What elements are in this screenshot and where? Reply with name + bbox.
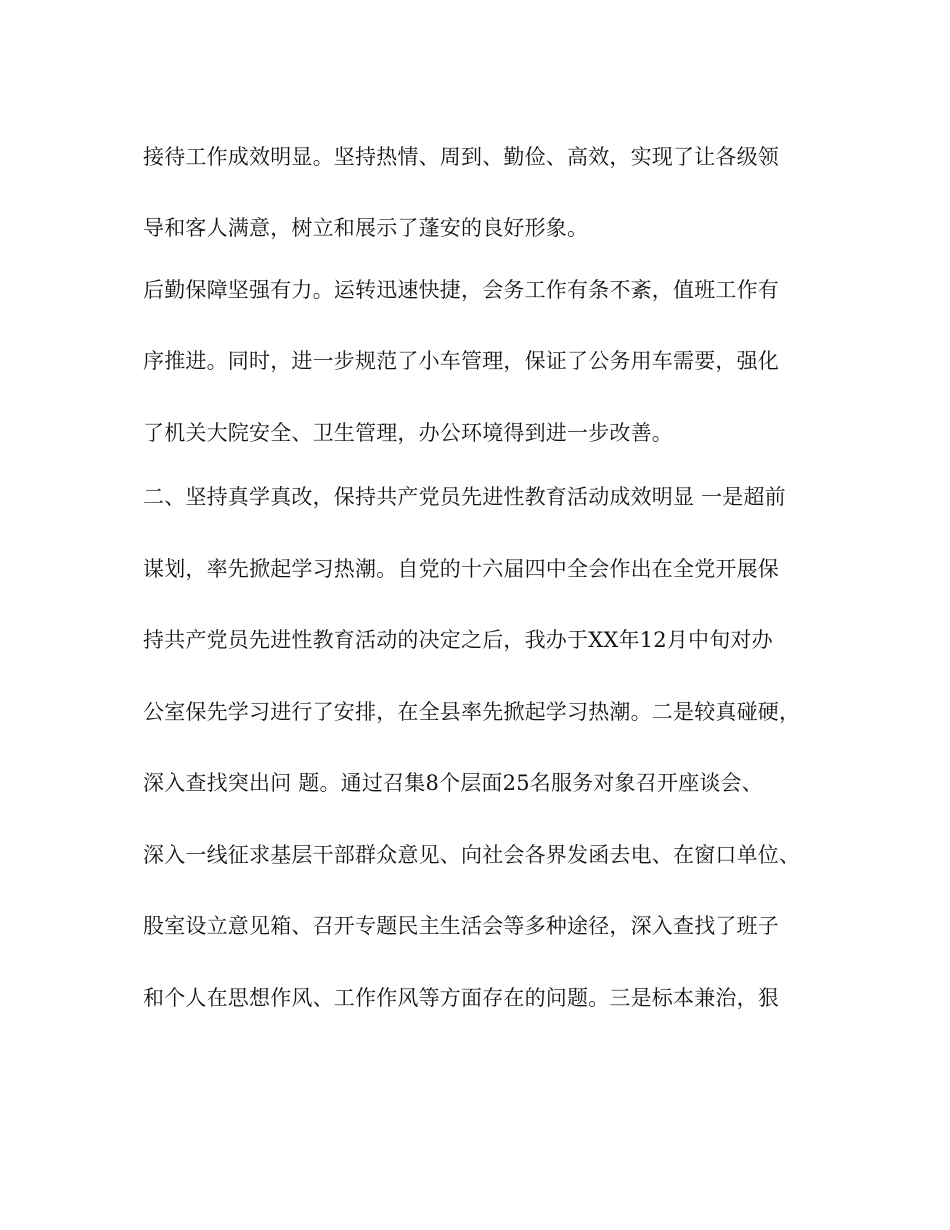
- text-line: 导和客人满意，树立和展示了蓬安的良好形象。: [143, 216, 589, 240]
- text-line: 深入查找突出问 题。通过召集8个层面25名服务对象召开座谈会、: [143, 771, 763, 795]
- text-line: 序推进。同时，进一步规范了小车管理，保证了公务用车需要，强化: [143, 349, 779, 373]
- text-line: 股室设立意见箱、召开专题民主生活会等多种途径，深入查找了班子: [143, 914, 779, 938]
- text-line: 谋划，率先掀起学习热潮。自党的十六届四中全会作出在全党开展保: [143, 557, 779, 581]
- text-line: 持共产党员先进性教育活动的决定之后，我办于XX年12月中旬对办: [143, 628, 773, 652]
- text-line: 接待工作成效明显。坚持热情、周到、勤俭、高效，实现了让各级领: [143, 145, 779, 169]
- text-line: 二、坚持真学真改，保持共产党员先进性教育活动成效明显 一是超前: [143, 485, 786, 509]
- text-line: 了机关大院安全、卫生管理，办公环境得到进一步改善。: [143, 421, 673, 445]
- text-line: 深入一线征求基层干部群众意见、向社会各界发函去电、在窗口单位、: [143, 843, 801, 867]
- text-line: 公室保先学习进行了安排，在全县率先掀起学习热潮。二是较真碰硬，: [143, 700, 801, 724]
- text-line: 后勤保障坚强有力。运转迅速快捷，会务工作有条不紊，值班工作有: [143, 278, 779, 302]
- text-line: 和个人在思想作风、工作作风等方面存在的问题。三是标本兼治，狠: [143, 986, 779, 1010]
